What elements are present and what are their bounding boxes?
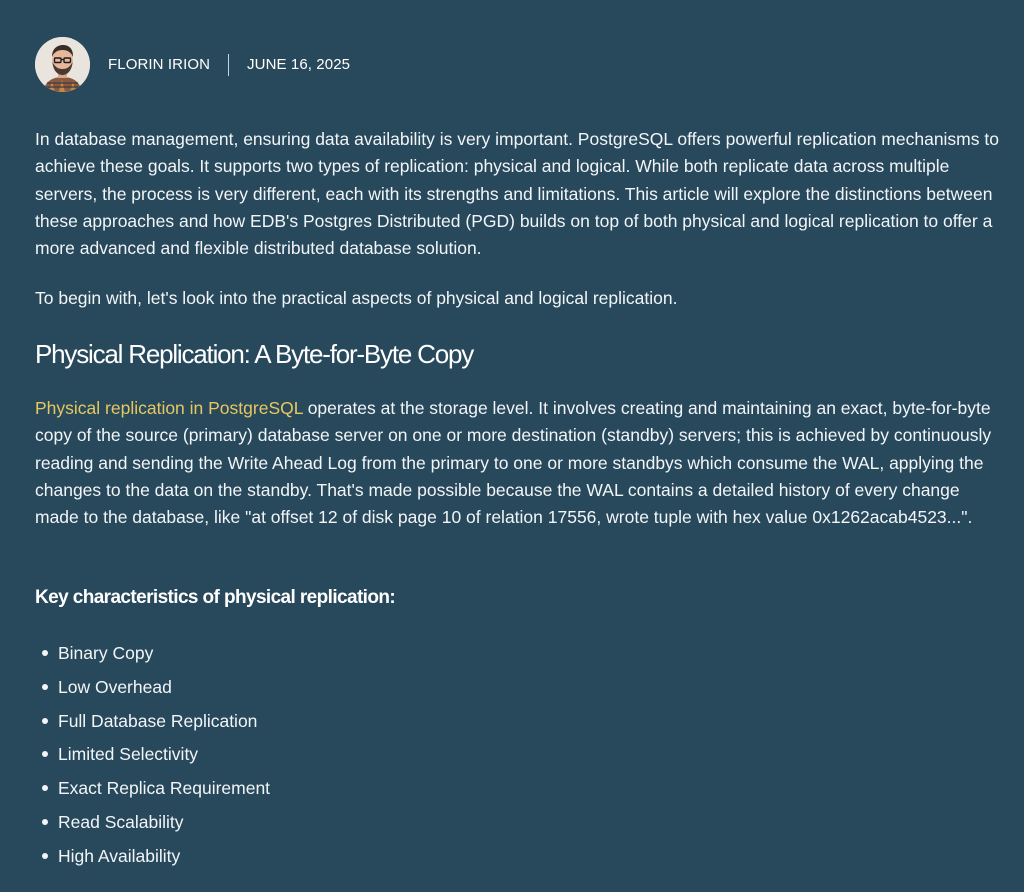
bullet-icon bbox=[42, 751, 48, 757]
list-item-label: Full Database Replication bbox=[58, 710, 258, 731]
physical-replication-link[interactable]: Physical replication in PostgreSQL bbox=[35, 398, 303, 418]
publish-date: JUNE 16, 2025 bbox=[247, 56, 351, 73]
list-item bbox=[35, 707, 270, 741]
characteristics-list bbox=[35, 639, 270, 876]
list-item-label: Low Overhead bbox=[58, 676, 172, 697]
byline-divider bbox=[228, 54, 229, 76]
list-item-label: Binary Copy bbox=[58, 643, 154, 663]
physical-replication-text: operates at the storage level. It involves creating and maintaining an exact, byte-for-byte copy of the source (primary) database server on one or more destination (standby) servers; this is achieved by continuously reading and sending the Write Ahead Log from the primary to one or more standbys which consume the WAL, applying the changes to the data on the standby. That's made possible because the WAL contains a detailed history of every change made to the database, like "at offset 12 of disk page 10 of relation 17556, wrote tuple with hex value 0x1262acab4523...". bbox=[35, 398, 992, 528]
list-item bbox=[35, 842, 270, 876]
begin-paragraph: To begin with, let's look into the practical aspects of physical and logical replication. bbox=[35, 288, 678, 308]
list-item-label: High Availability bbox=[58, 845, 181, 866]
bullet-icon bbox=[42, 684, 48, 690]
bullet-icon bbox=[42, 718, 48, 724]
list-item bbox=[35, 673, 270, 707]
bullet-icon bbox=[42, 785, 48, 791]
byline bbox=[35, 37, 350, 92]
list-item bbox=[35, 774, 270, 808]
list-item bbox=[35, 639, 270, 673]
intro-paragraph: In database management, ensuring data availability is very important. PostgreSQL offers powerful replication mechanisms to achieve these goals. It supports two types of replication: physical and logical. While both replicate data across multiple servers, the process is very different, each with its strengths and limitations. This article will explore the distinctions between these approaches and how EDB's Postgres Distributed (PGD) builds on top of both physical and logical replication to offer a more advanced and flexible distributed database solution. bbox=[35, 129, 999, 259]
section-heading: Physical Replication: A Byte-for-Byte Copy bbox=[35, 339, 474, 369]
list-item-label: Limited Selectivity bbox=[58, 744, 199, 765]
author-name[interactable]: FLORIN IRION bbox=[108, 56, 211, 73]
physical-replication-paragraph bbox=[35, 395, 1001, 531]
list-item-label: Read Scalability bbox=[58, 811, 184, 832]
bullet-icon bbox=[42, 819, 48, 825]
characteristics-heading: Key characteristics of physical replication: bbox=[35, 587, 396, 608]
bullet-icon bbox=[42, 853, 48, 859]
list-item-label: Exact Replica Requirement bbox=[58, 778, 271, 799]
list-item bbox=[35, 740, 270, 774]
bullet-icon bbox=[42, 650, 48, 656]
list-item bbox=[35, 808, 270, 842]
author-avatar[interactable] bbox=[35, 37, 90, 92]
